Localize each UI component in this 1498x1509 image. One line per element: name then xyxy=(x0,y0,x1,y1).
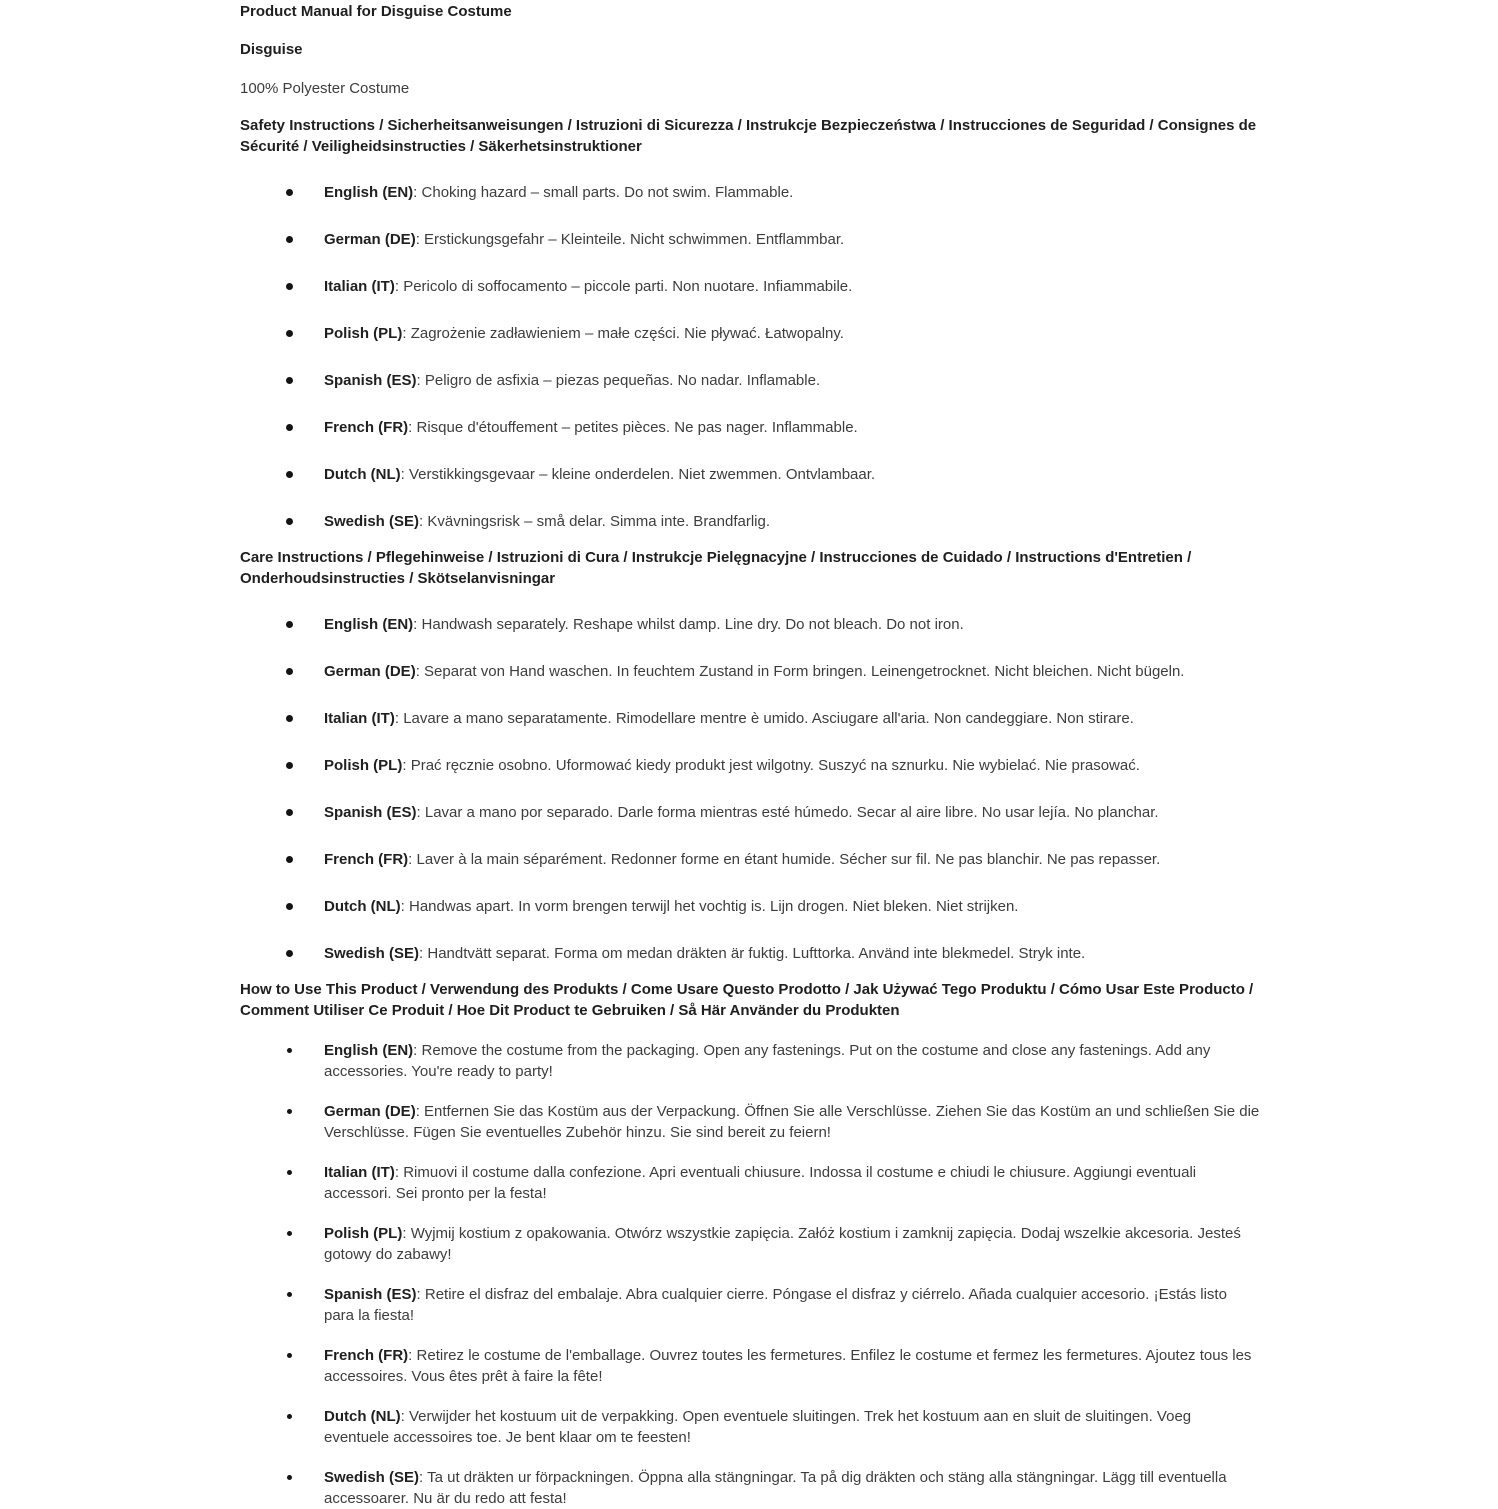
item-language-label: Polish (PL) xyxy=(324,757,403,774)
list-item xyxy=(240,1040,1260,1082)
item-text: Ta ut dräkten ur förpackningen. Öppna alla stängningar. Ta på dig dräkten och stäng alla stängningar. Lägg till eventuella accessoarer. Nu är du redo att festa! xyxy=(324,1469,1227,1507)
bullet-icon xyxy=(286,621,293,628)
item-language-label: Swedish (SE) xyxy=(324,1469,420,1486)
item-language-label: Swedish (SE) xyxy=(324,513,420,530)
label-separator: : xyxy=(408,1347,417,1364)
item-text: Kvävningsrisk – små delar. Simma inte. Brandfarlig. xyxy=(427,513,771,530)
bullet-icon xyxy=(286,856,293,863)
label-separator: : xyxy=(416,1286,425,1303)
item-text: Rimuovi il costume dalla confezione. Apri eventuali chiusure. Indossa il costume e chiudi le chiusure. Aggiungi eventuali accessori. Sei pronto per la festa! xyxy=(324,1164,1197,1202)
bullet-icon xyxy=(286,715,293,722)
item-language-label: Spanish (ES) xyxy=(324,372,417,389)
label-separator: : xyxy=(394,710,404,727)
item-language-label: French (FR) xyxy=(324,419,409,436)
item-language-label: Spanish (ES) xyxy=(324,804,417,821)
list-item xyxy=(240,417,1260,438)
list-item xyxy=(240,1101,1260,1143)
bullet-icon xyxy=(287,1292,292,1297)
item-language-label: Dutch (NL) xyxy=(324,1408,401,1425)
brand-name: Disguise xyxy=(240,41,303,58)
label-separator: : xyxy=(419,1469,428,1486)
label-separator: : xyxy=(402,325,411,342)
safety-instructions-list xyxy=(240,182,1260,532)
list-item xyxy=(240,708,1260,729)
label-separator: : xyxy=(415,231,425,248)
bullet-icon xyxy=(286,236,293,243)
bullet-icon xyxy=(286,762,293,769)
item-text: Pericolo di soffocamento – piccole parti. Non nuotare. Infiammabile. xyxy=(403,278,853,295)
item-text: Handtvätt separat. Forma om medan dräkten är fuktig. Lufttorka. Använd inte blekmedel. Stryk inte. xyxy=(427,945,1086,962)
item-language-label: Swedish (SE) xyxy=(324,945,420,962)
item-language-label: Dutch (NL) xyxy=(324,898,401,915)
item-text: Lavar a mano por separado. Darle forma mientras esté húmedo. Secar al aire libre. No usar lejía. No planchar. xyxy=(424,804,1159,821)
bullet-icon xyxy=(286,809,293,816)
list-item xyxy=(240,1406,1260,1448)
list-item xyxy=(240,276,1260,297)
item-text: Peligro de asfixia – piezas pequeñas. No nadar. Inflamable. xyxy=(424,372,821,389)
item-text: Choking hazard – small parts. Do not swim. Flammable. xyxy=(421,184,794,201)
list-item xyxy=(240,1162,1260,1204)
label-separator: : xyxy=(408,419,417,436)
bullet-icon xyxy=(286,903,293,910)
item-language-label: Italian (IT) xyxy=(324,1164,395,1181)
item-language-label: Polish (PL) xyxy=(324,1225,403,1242)
list-item xyxy=(240,323,1260,344)
bullet-icon xyxy=(286,283,293,290)
item-text: Erstickungsgefahr – Kleinteile. Nicht schwimmen. Entflammbar. xyxy=(424,231,845,248)
item-language-label: English (EN) xyxy=(324,616,414,633)
item-text: Separat von Hand waschen. In feuchtem Zustand in Form bringen. Leinengetrocknet. Nicht bleichen. Nicht bügeln. xyxy=(424,663,1185,680)
bullet-icon xyxy=(287,1353,292,1358)
bullet-icon xyxy=(286,518,293,525)
item-language-label: Spanish (ES) xyxy=(324,1286,417,1303)
list-item xyxy=(240,661,1260,682)
label-separator: : xyxy=(394,1164,404,1181)
list-item xyxy=(240,229,1260,250)
usage-instructions-list xyxy=(240,1040,1260,1509)
item-text: Handwash separately. Reshape whilst damp. Line dry. Do not bleach. Do not iron. xyxy=(421,616,964,633)
bullet-icon xyxy=(287,1231,292,1236)
item-text: Zagrożenie zadławieniem – małe części. Nie pływać. Łatwopalny. xyxy=(410,325,844,342)
label-separator: : xyxy=(416,372,425,389)
item-text: Handwas apart. In vorm brengen terwijl het vochtig is. Lijn drogen. Niet bleken. Niet strijken. xyxy=(409,898,1019,915)
label-separator: : xyxy=(415,663,425,680)
list-item xyxy=(240,849,1260,870)
item-language-label: French (FR) xyxy=(324,1347,409,1364)
item-language-label: Italian (IT) xyxy=(324,710,395,727)
item-text: Retire el disfraz del embalaje. Abra cualquier cierre. Póngase el disfraz y ciérrelo. Añada cualquier accesorio. ¡Estás listo para la fiesta! xyxy=(324,1286,1227,1324)
label-separator: : xyxy=(415,1103,425,1120)
label-separator: : xyxy=(416,804,425,821)
list-item xyxy=(240,614,1260,635)
bullet-icon xyxy=(287,1170,292,1175)
bullet-icon xyxy=(287,1475,292,1480)
label-separator: : xyxy=(394,278,404,295)
item-language-label: German (DE) xyxy=(324,231,416,248)
label-separator: : xyxy=(413,184,422,201)
list-item xyxy=(240,182,1260,203)
list-item xyxy=(240,1284,1260,1326)
label-separator: : xyxy=(419,945,428,962)
bullet-icon xyxy=(286,189,293,196)
item-text: Verstikkingsgevaar – kleine onderdelen. Niet zwemmen. Ontvlambaar. xyxy=(409,466,876,483)
item-text: Verwijder het kostuum uit de verpakking. Open eventuele sluitingen. Trek het kostuum aan en sluit de sluitingen. Voeg eventuele accessoires toe. Je bent klaar om te feesten! xyxy=(324,1408,1192,1446)
label-separator: : xyxy=(400,466,409,483)
item-text: Remove the costume from the packaging. Open any fastenings. Put on the costume and close any fastenings. Add any accessories. You're ready to party! xyxy=(324,1042,1211,1080)
item-language-label: French (FR) xyxy=(324,851,409,868)
item-language-label: English (EN) xyxy=(324,184,414,201)
list-item xyxy=(240,896,1260,917)
section-heading-care: Care Instructions / Pflegehinweise / Istruzioni di Cura / Instrukcje Pielęgnacyjne / Instrucciones de Cuidado / Instructions d'Entretien / Onderhoudsinstructies / Skötselanvisningar xyxy=(240,549,1192,587)
bullet-icon xyxy=(287,1414,292,1419)
list-item xyxy=(240,755,1260,776)
item-text: Lavare a mano separatamente. Rimodellare mentre è umido. Asciugare all'aria. Non candeggiare. Non stirare. xyxy=(403,710,1134,727)
item-language-label: English (EN) xyxy=(324,1042,414,1059)
label-separator: : xyxy=(419,513,428,530)
bullet-icon xyxy=(287,1048,292,1053)
list-item xyxy=(240,1467,1260,1509)
list-item xyxy=(240,802,1260,823)
list-item xyxy=(240,370,1260,391)
material-info: 100% Polyester Costume xyxy=(240,80,410,97)
document-title: Product Manual for Disguise Costume xyxy=(240,3,512,20)
bullet-icon xyxy=(286,668,293,675)
list-item xyxy=(240,943,1260,964)
bullet-icon xyxy=(286,424,293,431)
item-text: Risque d'étouffement – petites pièces. Ne pas nager. Inflammable. xyxy=(416,419,858,436)
section-heading-how-to-use: How to Use This Product / Verwendung des Produkts / Come Usare Questo Prodotto / Jak Używać Tego Produktu / Cómo Usar Este Producto / Comment Utiliser Ce Produit / Hoe Dit Product te Gebruiken / Så Här Använder du Produkten xyxy=(240,981,1254,1019)
label-separator: : xyxy=(402,757,411,774)
label-separator: : xyxy=(402,1225,411,1242)
item-text: Laver à la main séparément. Redonner forme en étant humide. Sécher sur fil. Ne pas blanchir. Ne pas repasser. xyxy=(416,851,1161,868)
item-language-label: German (DE) xyxy=(324,1103,416,1120)
list-item xyxy=(240,511,1260,532)
item-language-label: Polish (PL) xyxy=(324,325,403,342)
bullet-icon xyxy=(286,471,293,478)
list-item xyxy=(240,464,1260,485)
item-text: Retirez le costume de l'emballage. Ouvrez toutes les fermetures. Enfilez le costume et fermez les fermetures. Ajoutez tous les accessoires. Vous êtes prêt à faire la fête! xyxy=(324,1347,1252,1385)
bullet-icon xyxy=(286,377,293,384)
item-language-label: Italian (IT) xyxy=(324,278,395,295)
bullet-icon xyxy=(287,1109,292,1114)
label-separator: : xyxy=(400,1408,409,1425)
item-language-label: German (DE) xyxy=(324,663,416,680)
item-text: Wyjmij kostium z opakowania. Otwórz wszystkie zapięcia. Załóż kostium i zamknij zapięcia. Dodaj wszelkie akcesoria. Jesteś gotowy do zabawy! xyxy=(324,1225,1241,1263)
item-text: Entfernen Sie das Kostüm aus der Verpackung. Öffnen Sie alle Verschlüsse. Ziehen Sie das Kostüm an und schließen Sie die Verschlüsse. Fügen Sie eventuelles Zubehör hinzu. Sie sind bereit zu feiern! xyxy=(324,1103,1260,1141)
label-separator: : xyxy=(413,616,422,633)
label-separator: : xyxy=(400,898,409,915)
bullet-icon xyxy=(286,330,293,337)
label-separator: : xyxy=(408,851,417,868)
list-item xyxy=(240,1345,1260,1387)
bullet-icon xyxy=(286,950,293,957)
list-item xyxy=(240,1223,1260,1265)
item-text: Prać ręcznie osobno. Uformować kiedy produkt jest wilgotny. Suszyć na sznurku. Nie wybielać. Nie prasować. xyxy=(410,757,1140,774)
item-language-label: Dutch (NL) xyxy=(324,466,401,483)
care-instructions-list xyxy=(240,614,1260,964)
section-heading-safety: Safety Instructions / Sicherheitsanweisungen / Istruzioni di Sicurezza / Instrukcje Bezpieczeństwa / Instrucciones de Seguridad / Consignes de Sécurité / Veiligheidsinstructies / Säkerhetsinstruktioner xyxy=(240,117,1257,155)
label-separator: : xyxy=(413,1042,422,1059)
